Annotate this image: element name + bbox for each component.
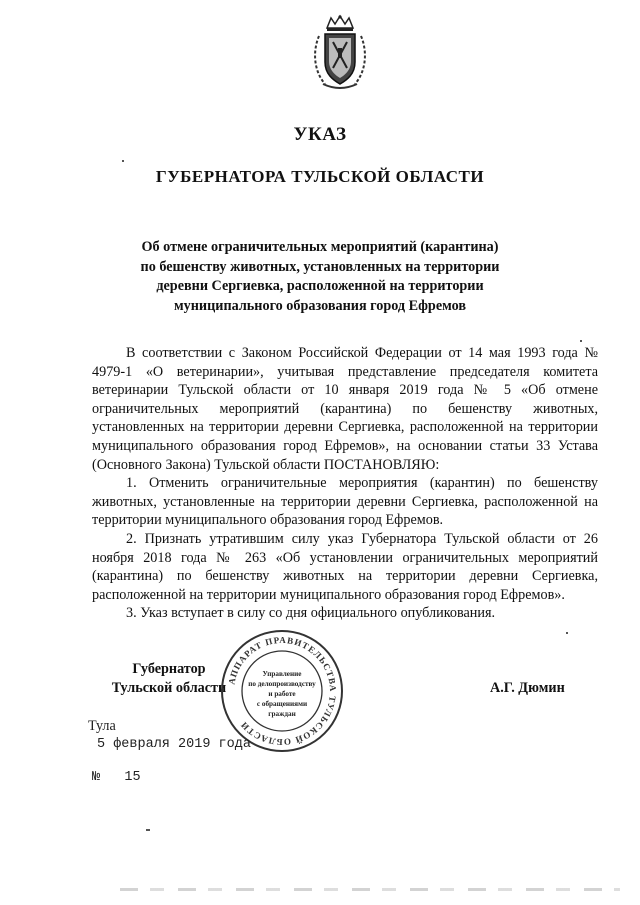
signatory-role-line: Тульской области [111,680,227,696]
subject-line: муниципального образования город Ефремов [174,297,466,314]
item-paragraph: 2. Признать утратившим силу указ Губернатора Тульской области от 26 ноября 2018 года № 263 «Об установлении ограничительных мероприятий (карантина) по бешенству животных на территории деревни Сергиевка, расположенной на территории муниципального образования город Ефремов». [92,530,598,603]
svg-text:граждан: граждан [268,710,296,718]
decree-subject [100,238,540,316]
subject-line: деревни Сергиевка, расположенной на территории [156,278,484,294]
scan-speck [146,829,150,831]
signatory-role-line: Губернатор [132,661,206,677]
preamble-paragraph: В соответствии с Законом Российской Федерации от 14 мая 1993 года № 4979-1 «О ветеринарии», учитывая представление председателя комитета ветеринарии Тульской области от 10 января 2019 года № 5 «Об отмене ограничительных мероприятий (карантина) по бешенству животных, установленных на территории деревни Сергиевка, расположенной на территории муниципального образования город Ефремов», на основании статьи 33 Устава (Основного Закона) Тульской области ПОСТАНОВЛЯЮ: [92,345,598,473]
svg-text:и работе: и работе [268,690,296,698]
svg-text:АППАРАТ ПРАВИТЕЛЬСТВА ТУЛЬСКОЙ: АППАРАТ ПРАВИТЕЛЬСТВА ТУЛЬСКОЙ ОБЛАСТИ [226,634,339,748]
scan-speck [122,160,124,162]
svg-text:Управление: Управление [262,670,302,678]
scan-speck [566,632,568,634]
decree-body [92,344,598,623]
item-paragraph: 3. Указ вступает в силу со дня официального опубликования. [126,605,496,622]
scan-speck [580,340,582,342]
subject-line: по бешенству животных, установленных на территории [140,258,500,275]
scan-noise-line [120,888,620,891]
subject-line: Об отмене ограничительных мероприятий (карантина) [141,239,499,255]
decree-issuer: ГУБЕРНАТОРА ТУЛЬСКОЙ ОБЛАСТИ [155,167,485,186]
issue-date: 5 февраля 2019 года [97,737,251,752]
signatory-role [104,660,234,698]
signatory-name: А.Г. Дюмин [490,680,565,696]
decree-number: № 15 [92,770,141,785]
svg-text:с обращениями: с обращениями [256,700,308,708]
coat-of-arms-icon [311,14,369,92]
svg-text:по делопроизводству: по делопроизводству [248,680,316,688]
item-paragraph: 1. Отменить ограничительные мероприятия (карантин) по бешенству животных, установленные на территории деревни Сергиевка, расположенной на территории муниципального образования город Ефремов. [92,475,598,529]
decree-title: УКАЗ [293,124,347,145]
issue-city: Тула [88,718,116,734]
official-stamp-icon [219,628,345,754]
